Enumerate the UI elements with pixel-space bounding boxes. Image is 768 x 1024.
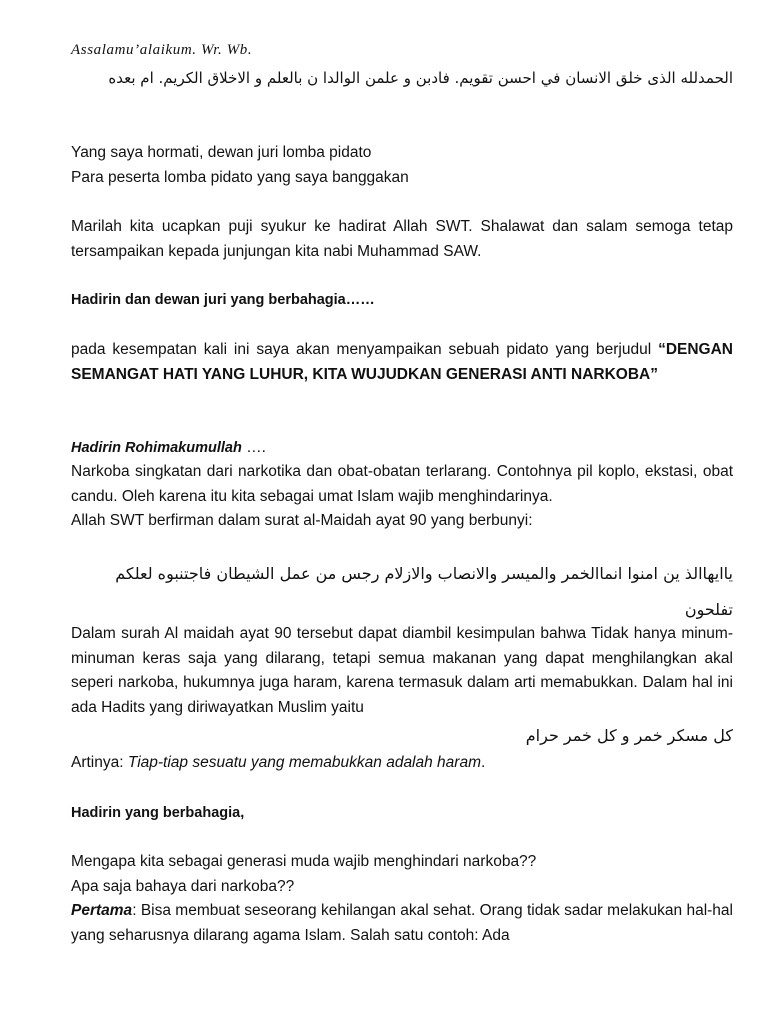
speech-title: “DENGAN SEMANGAT HATI YANG LUHUR, KITA WUJUDKAN GENERASI ANTI NARKOBA” xyxy=(71,341,733,383)
hadith: كل مسكر خمر و كل خمر حرام xyxy=(525,726,733,745)
meaning-text: Tiap-tiap sesuatu yang memabukkan adalah haram xyxy=(127,754,481,771)
greeting: Assalamu’alaikum. Wr. Wb. xyxy=(71,42,253,58)
narkoba-definition: Narkoba singkatan dari narkotika dan obat-obatan terlarang. Contohnya pil koplo, ekstasi, obat candu. Oleh karena itu kita sebagai umat Islam wajib menghindarinya. xyxy=(71,463,733,505)
hadith-meaning xyxy=(71,751,733,776)
heading-hadirin-berbahagia: Hadirin yang berbahagia, xyxy=(71,805,245,821)
heading-rohimakumullah-ellipsis: …. xyxy=(241,439,266,456)
meaning-end: . xyxy=(480,754,486,771)
heading-rohimakumullah xyxy=(71,436,733,461)
occasion-text: pada kesempatan kali ini saya akan menyampaikan sebuah pidato yang berjudul xyxy=(71,341,652,358)
question-1: Mengapa kita sebagai generasi muda wajib menghindari narkoba?? xyxy=(71,853,537,870)
meaning-label: Artinya: xyxy=(71,754,128,771)
point-pertama-text: : Bisa membuat seseorang kehilangan akal sehat. Orang tidak sadar melakukan hal-hal yang seharusnya dilarang agama Islam. Salah satu contoh: Ada xyxy=(71,902,733,944)
heading-hadirin-dewan-juri: Hadirin dan dewan juri yang berbahagia…… xyxy=(71,292,375,308)
firman-intro: Allah SWT berfirman dalam surat al-Maidah ayat 90 yang berbunyi: xyxy=(71,512,533,529)
salutation xyxy=(71,141,733,190)
question-2: Apa saja bahaya dari narkoba?? xyxy=(71,877,295,895)
quran-verse: ياايهاالذ ين امنوا انماالخمر والميسر والانصاب والازلام رجس من عمل الشيطان فاجتنبوه لعلكم تفلحون xyxy=(115,564,733,619)
point-pertama-label: Pertama xyxy=(71,902,133,919)
salutation-line-2: Para peserta lomba pidato yang saya banggakan xyxy=(71,168,409,186)
point-pertama xyxy=(71,899,733,948)
conclusion-paragraph: Dalam surah Al maidah ayat 90 tersebut dapat diambil kesimpulan bahwa Tidak hanya minum-minuman keras saja yang dilarang, tetapi semua makanan yang dapat menghilangkan akal seperi narkoba, hukumnya juga haram, karena termasuk dalam arti memabukkan. Dalam hal ini ada Hadits yang diriwayatkan Muslim yaitu xyxy=(71,625,733,716)
questions xyxy=(71,850,733,899)
heading-rohimakumullah-label: Hadirin Rohimakumullah xyxy=(71,440,242,456)
occasion-paragraph xyxy=(71,338,733,387)
arabic-opening: الحمدلله الذى خلق الانسان في احسن تقويم. فادبن و علمن الوالدا ن بالعلم و الاخلاق الكريم. ام بعده xyxy=(108,69,733,87)
salutation-line-1: Yang saya hormati, dewan juri lomba pidato xyxy=(71,144,372,161)
intro-paragraph: Marilah kita ucapkan puji syukur ke hadirat Allah SWT. Shalawat dan salam semoga tetap tersampaikan kepada junjungan kita nabi Muhammad SAW. xyxy=(71,218,733,260)
